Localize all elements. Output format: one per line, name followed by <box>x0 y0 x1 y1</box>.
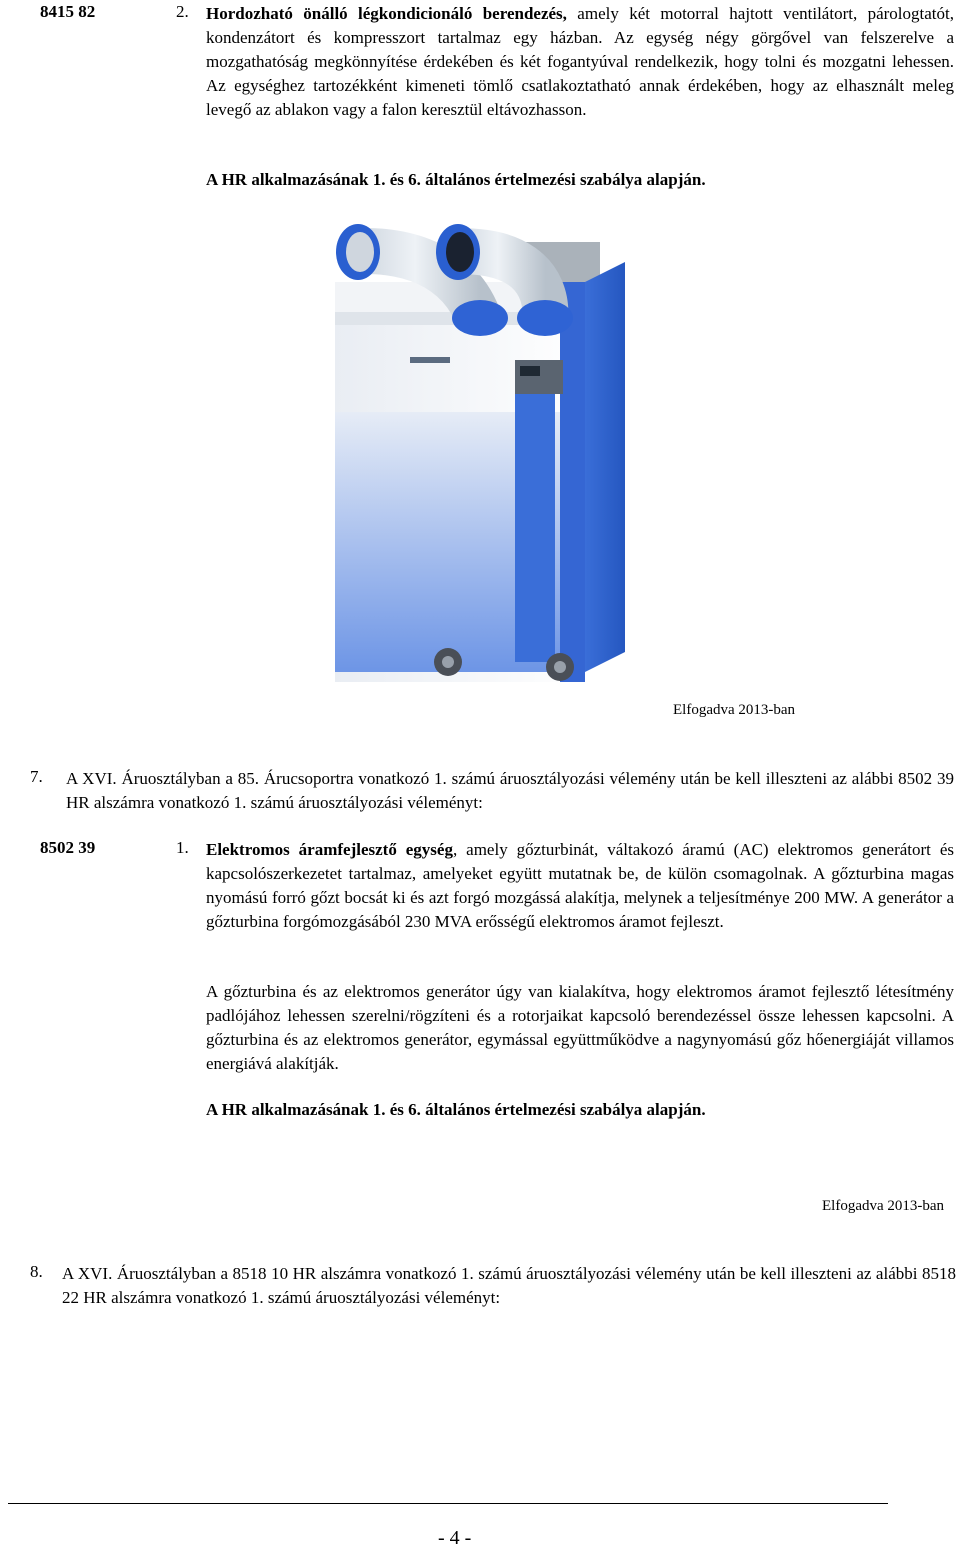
entry-text: amely két motorral hajtott ventilátort, párologtatót, kondenzátort és kompresszort tartalmaz egy házban. Az egység négy görgővel van felszerelve a mozgathatóság megkönnyítése érdekében és két fogantyúval rendelkezik, hogy tolni és mozgatni lehessen. Az egységhez tartozékként kimeneti tömlő csatlakoztatható annak érdekében, hogy az elhasznált meleg levegő az ablakon vagy a falon keresztül eltávozhasson. <box>206 4 954 119</box>
item-number: 7. <box>30 767 43 786</box>
legal-basis: A HR alkalmazásának 1. és 6. általános értelmezési szabálya alapján. <box>206 170 706 189</box>
entry-description <box>206 838 954 934</box>
item-number: 8. <box>30 1262 43 1281</box>
insertion-instruction: A XVI. Áruosztályban a 8518 10 HR alszámra vonatkozó 1. számú áruosztályozási vélemény után be kell illeszteni az alábbi 8518 22 HR alszámra vonatkozó 1. számú áruosztályozási véleményt: <box>62 1264 956 1307</box>
legal-basis: A HR alkalmazásának 1. és 6. általános értelmezési szabálya alapján. <box>206 1100 706 1119</box>
entry-number: 1. <box>176 838 189 857</box>
entry-description <box>206 2 954 122</box>
entry-number: 2. <box>176 2 189 21</box>
entry-title: Elektromos áramfejlesztő egység <box>206 840 453 859</box>
footer-divider <box>8 1503 888 1504</box>
entry-text: , amely gőzturbinát, váltakozó áramú (AC) elektromos generátort és kapcsolószerkezetet tartalmaz, amelyeket együtt mutatnak be, de külön csomagolnak. A gőzturbina magas nyomású forró gőzt bocsát ki és azt forgó mozgássá alakítja, melynek a teljesítménye 200 MW. A generátor a gőzturbina forgómozgásából 230 MVA erősségű elektromos áramot fejleszt. <box>206 840 954 931</box>
adoption-note: Elfogadva 2013-ban <box>822 1198 945 1214</box>
tariff-code-8415-82: 8415 82 <box>40 2 96 21</box>
page-number: - 4 - <box>438 1527 472 1549</box>
portable-air-conditioner-image <box>320 212 660 682</box>
adoption-note: Elfogadva 2013-ban <box>673 702 796 718</box>
insertion-instruction-text: A XVI. Áruosztályban a 85. Árucsoportra vonatkozó 1. számú áruosztályozási vélemény után be kell illeszteni az alábbi 8502 39 HR alszámra vonatkozó 1. számú áruosztályozási véleményt: <box>66 769 954 812</box>
insertion-instruction <box>66 767 954 815</box>
tariff-code-8502-39: 8502 39 <box>40 838 96 857</box>
entry-paragraph-2: A gőzturbina és az elektromos generátor úgy van kialakítva, hogy elektromos áramot fejlesztő létesítmény padlójához lehessen szerelni/rögzíteni és a rotorjaikat kapcsoló berendezéssel össze lehessen kapcsolni. A gőzturbina és az elektromos generátor, egymással együttműködve a nagynyomású gőz hőenergiáját villamos energiává alakítják. <box>206 982 954 1073</box>
entry-title: Hordozható önálló légkondicionáló berendezés, <box>206 4 567 23</box>
